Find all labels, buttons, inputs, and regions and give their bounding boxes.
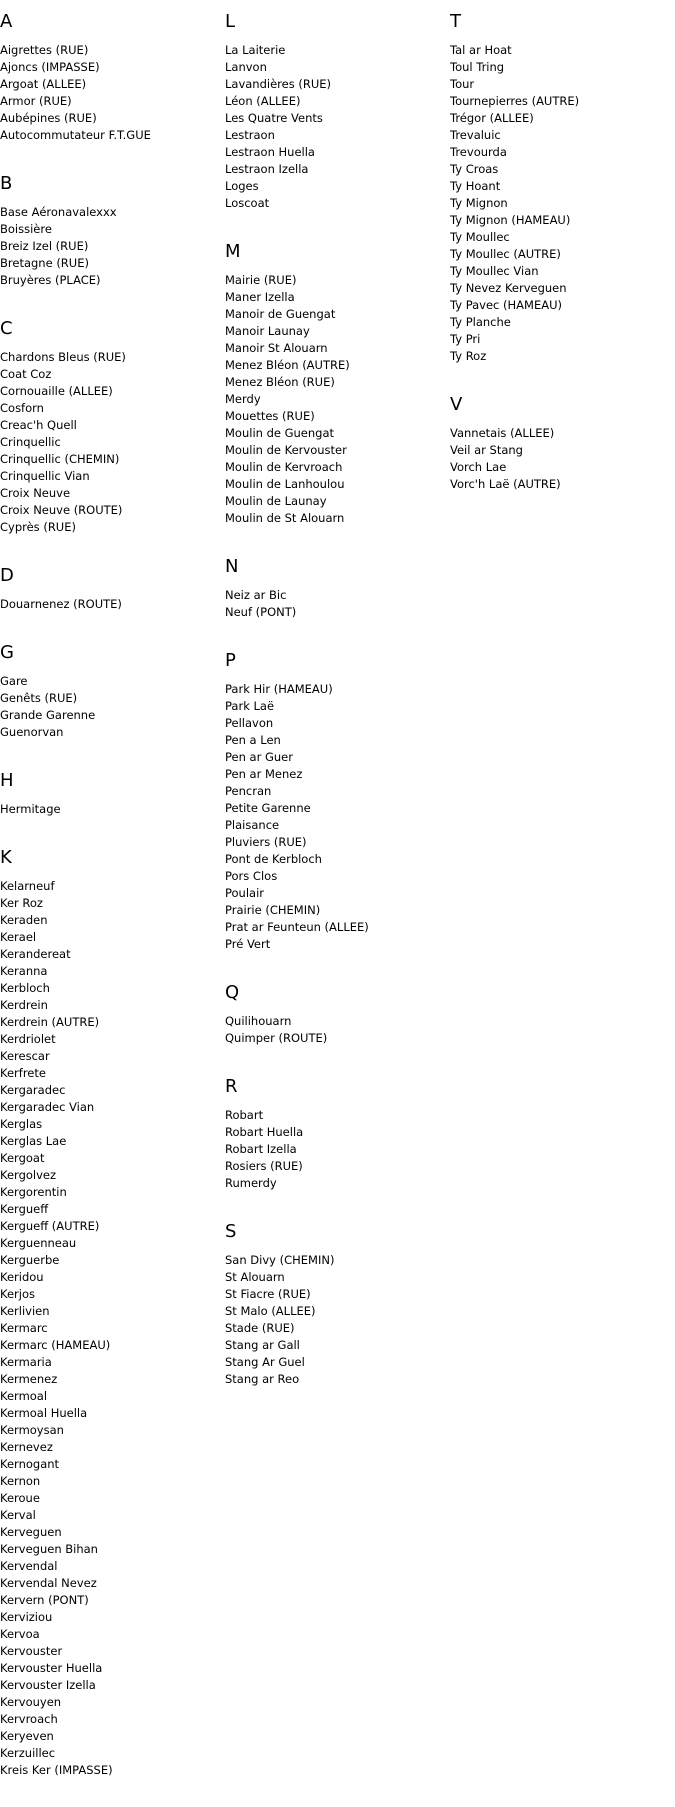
street-entry: Douarnenez (ROUTE) xyxy=(0,597,122,611)
street-entry: Les Quatre Vents xyxy=(225,111,323,125)
street-entry: Mairie (RUE) xyxy=(225,273,297,287)
street-entry: Menez Bléon (AUTRE) xyxy=(225,358,350,372)
street-entry: Autocommutateur F.T.GUE xyxy=(0,128,151,142)
street-entry: Kerval xyxy=(0,1508,36,1522)
section-letter-heading: L xyxy=(225,11,236,32)
street-entry: Petite Garenne xyxy=(225,801,311,815)
street-entry: Kerdrein (AUTRE) xyxy=(0,1015,100,1029)
street-entry: Léon (ALLEE) xyxy=(225,94,301,108)
street-list xyxy=(0,349,224,536)
street-entry: Armor (RUE) xyxy=(0,94,72,108)
street-entry: Kerbloch xyxy=(0,981,50,995)
street-entry: Kermaria xyxy=(0,1355,52,1369)
letter-section-g xyxy=(0,641,224,741)
street-entry: Tournepierres (AUTRE) xyxy=(450,94,580,108)
letter-section-v xyxy=(450,393,674,493)
street-entry: Stang ar Gall xyxy=(225,1338,300,1352)
street-entry: Toul Tring xyxy=(450,60,505,74)
column-3 xyxy=(450,10,674,521)
street-entry: Kergolvez xyxy=(0,1168,57,1182)
street-entry: Quimper (ROUTE) xyxy=(225,1031,328,1045)
street-entry: Boissière xyxy=(0,222,52,236)
street-entry: Veil ar Stang xyxy=(450,443,523,457)
street-entry: Cornouaille (ALLEE) xyxy=(0,384,113,398)
street-entry: Loges xyxy=(225,179,259,193)
street-entry: Kergueff (AUTRE) xyxy=(0,1219,100,1233)
street-entry: Kervouyen xyxy=(0,1695,62,1709)
street-entry: Manoir Launay xyxy=(225,324,310,338)
street-entry: Moulin de Lanhoulou xyxy=(225,477,345,491)
street-entry: Gare xyxy=(0,674,28,688)
street-entry: St Malo (ALLEE) xyxy=(225,1304,316,1318)
street-entry: Ty Hoant xyxy=(450,179,501,193)
street-entry: Kerguenneau xyxy=(0,1236,77,1250)
street-list xyxy=(225,1252,449,1388)
street-entry: Kergoat xyxy=(0,1151,45,1165)
street-entry: Keranna xyxy=(0,964,48,978)
street-entry: Crinquellic xyxy=(0,435,61,449)
street-entry: Pen a Len xyxy=(225,733,281,747)
street-list xyxy=(0,801,224,818)
street-entry: Mouettes (RUE) xyxy=(225,409,315,423)
street-entry: Tour xyxy=(450,77,475,91)
street-entry: Genêts (RUE) xyxy=(0,691,78,705)
street-entry: Trevourda xyxy=(450,145,507,159)
street-entry: Moulin de Guengat xyxy=(225,426,335,440)
street-list xyxy=(0,596,224,613)
street-entry: Kerviziou xyxy=(0,1610,53,1624)
street-entry: Kervouster Huella xyxy=(0,1661,103,1675)
street-entry: Kerescar xyxy=(0,1049,50,1063)
street-entry: Kerael xyxy=(0,930,37,944)
street-entry: Kervoa xyxy=(0,1627,40,1641)
street-list xyxy=(0,878,224,1779)
street-entry: La Laiterie xyxy=(225,43,286,57)
street-entry: Lanvon xyxy=(225,60,267,74)
street-entry: Maner Izella xyxy=(225,290,295,304)
street-entry: Plaisance xyxy=(225,818,280,832)
street-entry: Lavandières (RUE) xyxy=(225,77,332,91)
street-entry: San Divy (CHEMIN) xyxy=(225,1253,335,1267)
street-entry: Creac'h Quell xyxy=(0,418,77,432)
letter-section-p xyxy=(225,649,449,953)
street-entry: Kerguerbe xyxy=(0,1253,60,1267)
street-entry: Pont de Kerbloch xyxy=(225,852,322,866)
letter-section-d xyxy=(0,564,224,613)
section-letter-heading: S xyxy=(225,1221,237,1242)
street-list xyxy=(0,204,224,289)
street-entry: Ty Pavec (HAMEAU) xyxy=(450,298,562,312)
section-letter-heading: D xyxy=(0,565,14,586)
street-entry: Ty Roz xyxy=(450,349,487,363)
street-entry: Kermoal xyxy=(0,1389,48,1403)
section-letter-heading: B xyxy=(0,173,13,194)
column-1 xyxy=(0,10,224,1807)
section-letter-heading: H xyxy=(0,770,14,791)
street-entry: Kreis Ker (IMPASSE) xyxy=(0,1763,113,1777)
street-entry: Pors Clos xyxy=(225,869,278,883)
street-entry: Kermarc xyxy=(0,1321,48,1335)
street-entry: Kervern (PONT) xyxy=(0,1593,89,1607)
street-entry: Grande Garenne xyxy=(0,708,96,722)
street-entry: Kergaradec xyxy=(0,1083,66,1097)
street-entry: Park Laë xyxy=(225,699,275,713)
street-entry: Trégor (ALLEE) xyxy=(450,111,534,125)
street-list xyxy=(225,1107,449,1192)
street-entry: Bruyères (PLACE) xyxy=(0,273,101,287)
street-entry: Neuf (PONT) xyxy=(225,605,297,619)
street-entry: Croix Neuve xyxy=(0,486,71,500)
street-entry: Croix Neuve (ROUTE) xyxy=(0,503,123,517)
street-entry: Kernevez xyxy=(0,1440,53,1454)
letter-section-c xyxy=(0,317,224,536)
street-entry: Ker Roz xyxy=(0,896,43,910)
letter-section-l xyxy=(225,10,449,212)
street-entry: Pellavon xyxy=(225,716,274,730)
street-entry: Ty Moullec (AUTRE) xyxy=(450,247,561,261)
street-entry: Kervendal Nevez xyxy=(0,1576,97,1590)
street-entry: Cosforn xyxy=(0,401,44,415)
street-entry: Moulin de Launay xyxy=(225,494,327,508)
section-letter-heading: T xyxy=(450,11,461,32)
letter-section-b xyxy=(0,172,224,289)
street-entry: Keraden xyxy=(0,913,48,927)
street-entry: Breiz Izel (RUE) xyxy=(0,239,89,253)
street-entry: Kerdrein xyxy=(0,998,48,1012)
street-entry: Loscoat xyxy=(225,196,270,210)
street-entry: Robart Huella xyxy=(225,1125,304,1139)
street-entry: Prairie (CHEMIN) xyxy=(225,903,321,917)
section-letter-heading: A xyxy=(0,11,13,32)
street-entry: Kervroach xyxy=(0,1712,58,1726)
street-entry: Kerdriolet xyxy=(0,1032,56,1046)
street-entry: Moulin de Kervroach xyxy=(225,460,343,474)
street-entry: Kergorentin xyxy=(0,1185,67,1199)
street-entry: Moulin de Kervouster xyxy=(225,443,347,457)
street-entry: Kerandereat xyxy=(0,947,71,961)
street-entry: St Alouarn xyxy=(225,1270,285,1284)
street-entry: Pen ar Guer xyxy=(225,750,293,764)
street-entry: Prat ar Feunteun (ALLEE) xyxy=(225,920,369,934)
street-entry: Ty Moullec xyxy=(450,230,510,244)
street-entry: Kerjos xyxy=(0,1287,35,1301)
section-letter-heading: G xyxy=(0,642,14,663)
street-entry: Kerveguen xyxy=(0,1525,62,1539)
letter-section-n xyxy=(225,555,449,621)
street-entry: Stade (RUE) xyxy=(225,1321,295,1335)
street-entry: Kernon xyxy=(0,1474,41,1488)
street-entry: Bretagne (RUE) xyxy=(0,256,89,270)
letter-section-a xyxy=(0,10,224,144)
street-entry: Kernogant xyxy=(0,1457,60,1471)
street-entry: Cyprès (RUE) xyxy=(0,520,76,534)
street-entry: Coat Coz xyxy=(0,367,52,381)
street-list xyxy=(225,587,449,621)
street-entry: Kervouster xyxy=(0,1644,63,1658)
section-letter-heading: R xyxy=(225,1076,238,1097)
street-entry: Keryeven xyxy=(0,1729,54,1743)
letter-section-t xyxy=(450,10,674,365)
street-entry: Crinquellic (CHEMIN) xyxy=(0,452,120,466)
street-entry: Moulin de St Alouarn xyxy=(225,511,345,525)
section-letter-heading: Q xyxy=(225,982,240,1003)
street-entry: Kermarc (HAMEAU) xyxy=(0,1338,111,1352)
street-entry: Kervendal xyxy=(0,1559,58,1573)
letter-section-k xyxy=(0,846,224,1779)
street-entry: Ty Moullec Vian xyxy=(450,264,539,278)
street-entry: Ty Mignon (HAMEAU) xyxy=(450,213,571,227)
street-entry: Stang Ar Guel xyxy=(225,1355,305,1369)
street-entry: Kerglas Lae xyxy=(0,1134,67,1148)
street-list xyxy=(450,425,674,493)
street-entry: Kerlivien xyxy=(0,1304,50,1318)
street-entry: Kermoal Huella xyxy=(0,1406,88,1420)
street-entry: Ty Planche xyxy=(450,315,511,329)
street-list xyxy=(0,42,224,144)
street-entry: Kerzuillec xyxy=(0,1746,56,1760)
street-entry: Robart Izella xyxy=(225,1142,297,1156)
street-entry: Poulair xyxy=(225,886,265,900)
section-letter-heading: K xyxy=(0,847,12,868)
section-letter-heading: M xyxy=(225,241,241,262)
street-entry: Pencran xyxy=(225,784,272,798)
street-entry: Ty Nevez Kerveguen xyxy=(450,281,567,295)
street-entry: Kergueff xyxy=(0,1202,49,1216)
street-entry: Base Aéronavalexxx xyxy=(0,205,117,219)
street-entry: Keroue xyxy=(0,1491,40,1505)
street-entry: Pluviers (RUE) xyxy=(225,835,307,849)
street-entry: Neiz ar Bic xyxy=(225,588,287,602)
street-entry: Crinquellic Vian xyxy=(0,469,90,483)
street-entry: Rumerdy xyxy=(225,1176,277,1190)
street-entry: Manoir St Alouarn xyxy=(225,341,328,355)
street-entry: Quilihouarn xyxy=(225,1014,292,1028)
street-entry: Kelarneuf xyxy=(0,879,55,893)
street-entry: Vorch Lae xyxy=(450,460,507,474)
street-entry: St Fiacre (RUE) xyxy=(225,1287,311,1301)
street-entry: Rosiers (RUE) xyxy=(225,1159,303,1173)
section-letter-heading: C xyxy=(0,318,13,339)
letter-section-m xyxy=(225,240,449,527)
street-entry: Pen ar Menez xyxy=(225,767,303,781)
street-entry: Merdy xyxy=(225,392,261,406)
street-entry: Kerfrete xyxy=(0,1066,46,1080)
street-entry: Chardons Bleus (RUE) xyxy=(0,350,126,364)
street-entry: Kerveguen Bihan xyxy=(0,1542,98,1556)
street-entry: Argoat (ALLEE) xyxy=(0,77,87,91)
section-letter-heading: V xyxy=(450,394,463,415)
street-entry: Manoir de Guengat xyxy=(225,307,336,321)
street-entry: Ty Pri xyxy=(450,332,481,346)
street-list xyxy=(225,681,449,953)
street-entry: Ty Croas xyxy=(450,162,499,176)
street-entry: Aubépines (RUE) xyxy=(0,111,97,125)
street-entry: Guenorvan xyxy=(0,725,64,739)
street-entry: Kerglas xyxy=(0,1117,43,1131)
letter-section-q xyxy=(225,981,449,1047)
street-entry: Aigrettes (RUE) xyxy=(0,43,89,57)
section-letter-heading: N xyxy=(225,556,239,577)
street-list xyxy=(225,272,449,527)
street-entry: Ty Mignon xyxy=(450,196,508,210)
street-entry: Lestraon xyxy=(225,128,275,142)
street-entry: Kergaradec Vian xyxy=(0,1100,95,1114)
street-entry: Lestraon Izella xyxy=(225,162,309,176)
street-entry: Hermitage xyxy=(0,802,61,816)
street-entry: Trevaluic xyxy=(450,128,501,142)
street-list xyxy=(0,673,224,741)
street-entry: Stang ar Reo xyxy=(225,1372,300,1386)
street-entry: Ajoncs (IMPASSE) xyxy=(0,60,100,74)
street-list xyxy=(225,1013,449,1047)
street-entry: Robart xyxy=(225,1108,264,1122)
letter-section-r xyxy=(225,1075,449,1192)
street-entry: Park Hir (HAMEAU) xyxy=(225,682,333,696)
letter-section-s xyxy=(225,1220,449,1388)
street-entry: Menez Bléon (RUE) xyxy=(225,375,335,389)
street-entry: Kermoysan xyxy=(0,1423,64,1437)
section-letter-heading: P xyxy=(225,650,236,671)
street-entry: Vorc'h Laë (AUTRE) xyxy=(450,477,561,491)
street-entry: Pré Vert xyxy=(225,937,271,951)
street-list xyxy=(225,42,449,212)
street-entry: Keridou xyxy=(0,1270,44,1284)
street-entry: Kervouster Izella xyxy=(0,1678,96,1692)
letter-section-h xyxy=(0,769,224,818)
street-entry: Tal ar Hoat xyxy=(450,43,512,57)
column-2 xyxy=(225,10,449,1416)
street-entry: Lestraon Huella xyxy=(225,145,315,159)
street-entry: Vannetais (ALLEE) xyxy=(450,426,555,440)
street-entry: Kermenez xyxy=(0,1372,58,1386)
street-list xyxy=(450,42,674,365)
